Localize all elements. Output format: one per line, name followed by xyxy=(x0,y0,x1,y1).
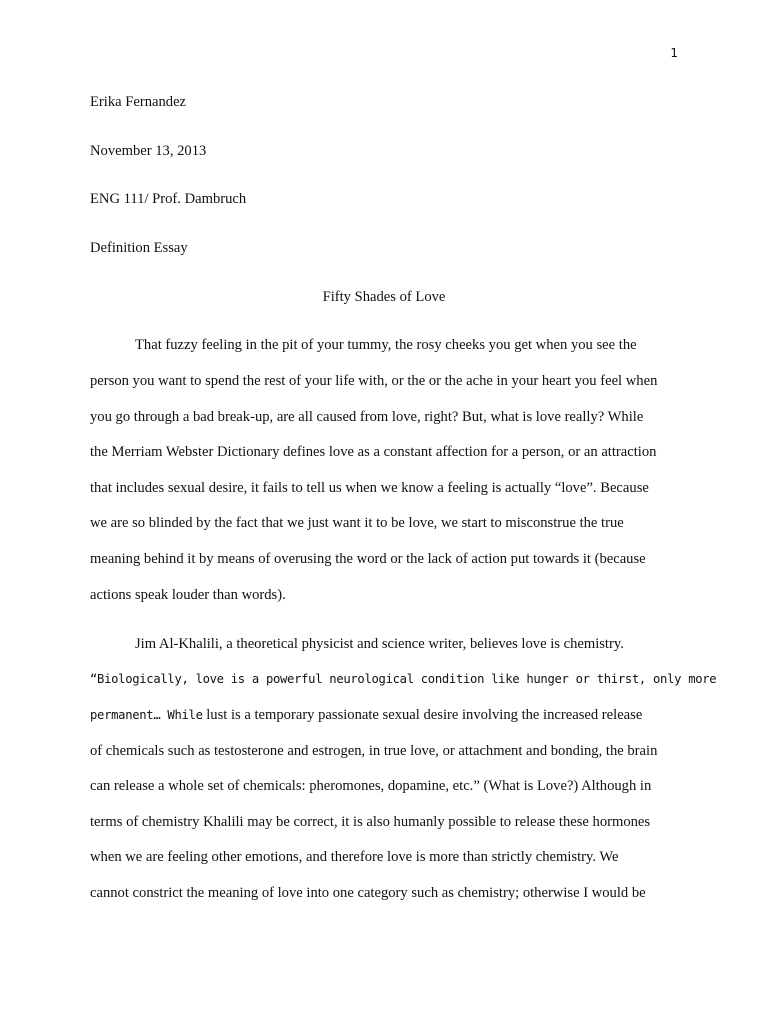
assignment-type: Definition Essay xyxy=(90,240,188,256)
paragraph-line xyxy=(90,670,716,688)
paragraph-line: That fuzzy feeling in the pit of your tummy, the rosy cheeks you get when you see the xyxy=(135,337,637,353)
paragraph-line: person you want to spend the rest of your life with, or the or the ache in your heart you feel when xyxy=(90,373,658,389)
quote-text-mono: “Biologically, love is a powerful neurological condition like hunger or thirst, only more xyxy=(90,672,717,686)
paragraph-line: when we are feeling other emotions, and therefore love is more than strictly chemistry. We xyxy=(90,849,619,865)
page-number: 1 xyxy=(670,46,678,60)
paragraph-line: the Merriam Webster Dictionary defines love as a constant affection for a person, or an attraction xyxy=(90,444,657,460)
paragraph-line: of chemicals such as testosterone and estrogen, in true love, or attachment and bonding, the brain xyxy=(90,743,658,759)
paragraph-line: can release a whole set of chemicals: pheromones, dopamine, etc.” (What is Love?) Although in xyxy=(90,778,652,794)
paragraph-line: actions speak louder than words). xyxy=(90,587,286,603)
essay-title: Fifty Shades of Love xyxy=(322,289,446,305)
essay-date: November 13, 2013 xyxy=(90,143,207,159)
paragraph-line: Jim Al-Khalili, a theoretical physicist and science writer, believes love is chemistry. xyxy=(135,636,624,652)
paragraph-line: you go through a bad break-up, are all caused from love, right? But, what is love really? While xyxy=(90,409,644,425)
quote-text-mono: permanent… While xyxy=(90,708,203,722)
paragraph-line: terms of chemistry Khalili may be correct, it is also humanly possible to release these hormones xyxy=(90,814,651,830)
paragraph-line: meaning behind it by means of overusing the word or the lack of action put towards it (because xyxy=(90,551,646,567)
course-info: ENG 111/ Prof. Dambruch xyxy=(90,191,247,207)
paragraph-line: we are so blinded by the fact that we just want it to be love, we start to misconstrue the true xyxy=(90,515,624,531)
paragraph-line: cannot constrict the meaning of love into one category such as chemistry; otherwise I would be xyxy=(90,885,646,901)
quote-text: lust is a temporary passionate sexual desire involving the increased release xyxy=(202,707,643,723)
author-name: Erika Fernandez xyxy=(90,94,187,110)
paragraph-line: that includes sexual desire, it fails to tell us when we know a feeling is actually “love”. Because xyxy=(90,480,649,496)
paragraph-line xyxy=(90,706,642,724)
